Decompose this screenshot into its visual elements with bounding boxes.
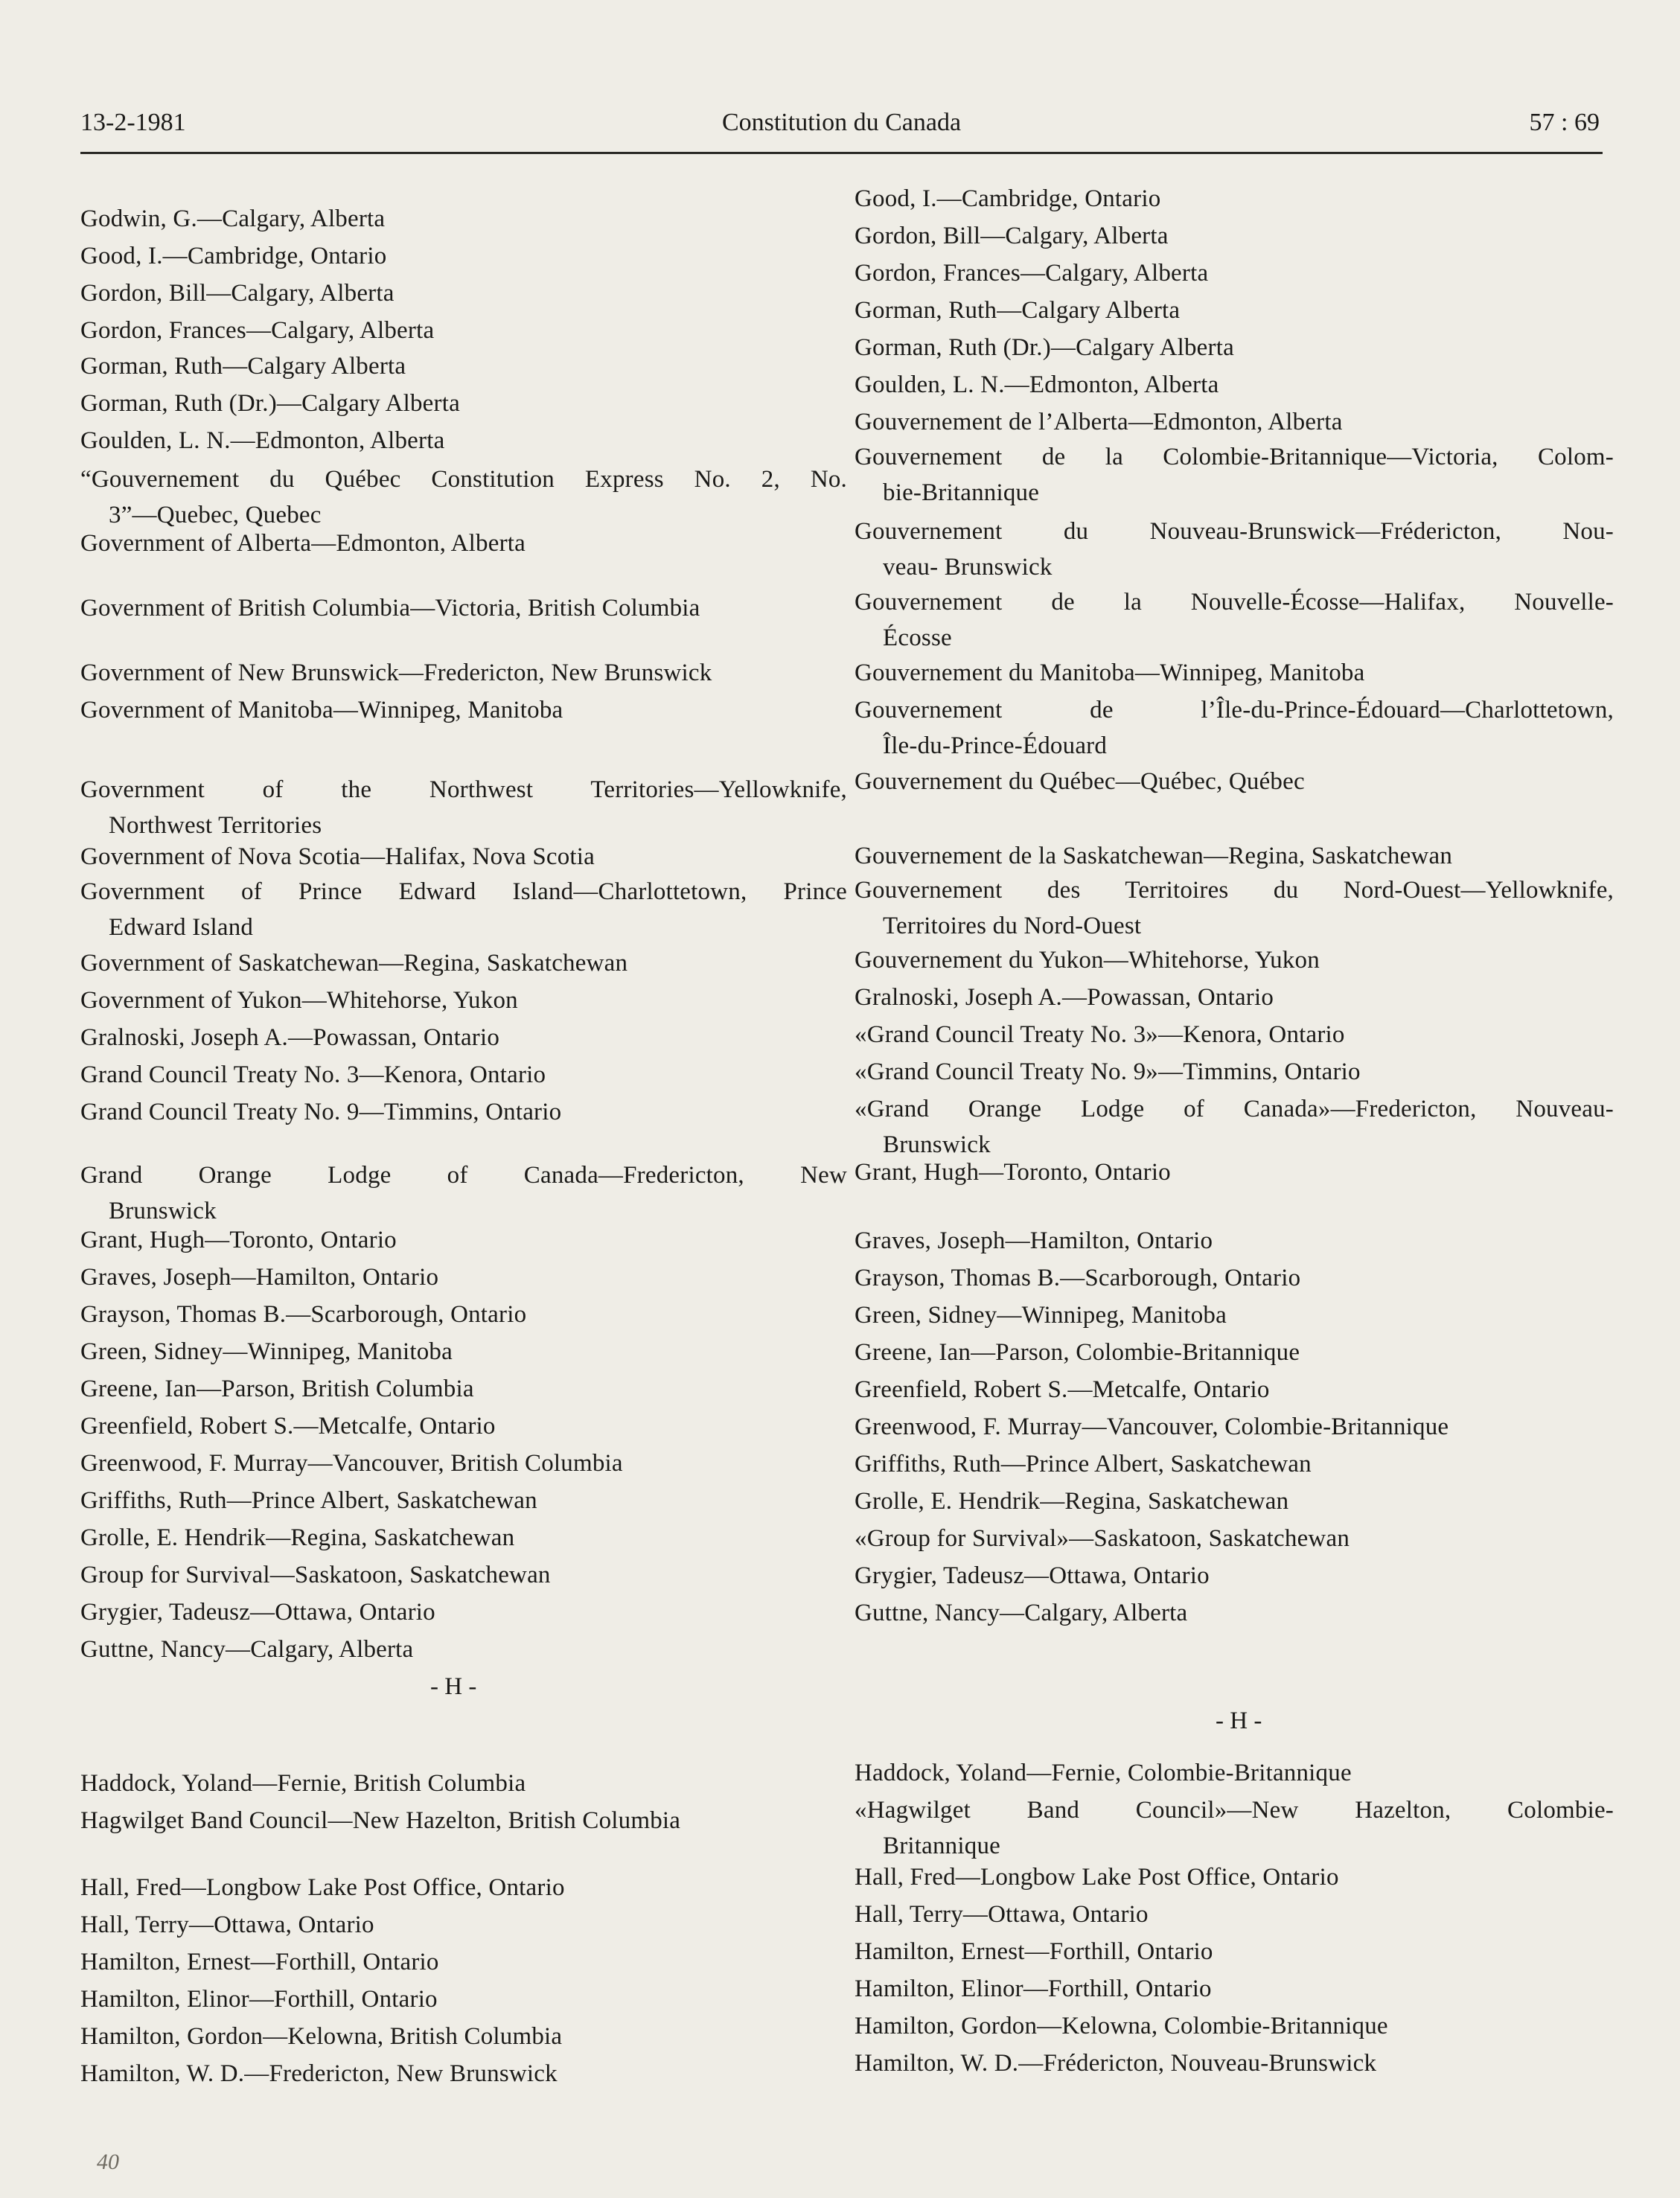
entry-text: Hall, Terry—Ottawa, Ontario — [855, 1901, 1149, 1928]
entry-text: Hamilton, Elinor—Forthill, Ontario — [80, 1986, 438, 2013]
list-item — [80, 1870, 847, 1905]
list-item — [80, 1944, 847, 1980]
entry-text: Hall, Terry—Ottawa, Ontario — [80, 1911, 374, 1938]
section-heading-h: - H - — [430, 1673, 477, 1700]
entry-text: Hamilton, Gordon—Kelowna, Colombie-Britannique — [855, 2013, 1388, 2039]
list-item — [80, 525, 847, 561]
list-item — [855, 584, 1614, 656]
list-item — [80, 772, 847, 843]
list-item — [80, 655, 847, 691]
entry-text: Government of Manitoba—Winnipeg, Manitoba — [80, 697, 563, 723]
entry-continuation: Northwest Territories — [109, 812, 322, 839]
list-item — [855, 655, 1614, 691]
header-title: Constitution du Canada — [721, 109, 962, 136]
list-item — [80, 2056, 847, 2092]
entry-text: Gorman, Ruth—Calgary Alberta — [80, 353, 406, 380]
entry-text: Greene, Ian—Parson, Colombie-Britannique — [855, 1339, 1300, 1366]
list-item — [855, 1297, 1614, 1333]
list-item — [855, 1372, 1614, 1408]
list-item — [855, 1260, 1614, 1296]
list-item — [855, 439, 1614, 511]
entry-text: Hagwilget Band Council—New Hazelton, British Columbia — [80, 1807, 681, 1834]
entry-text: Grayson, Thomas B.—Scarborough, Ontario — [80, 1301, 527, 1328]
entry-text: Gouvernement de l’Alberta—Edmonton, Alberta — [855, 409, 1343, 435]
list-item — [80, 1632, 847, 1667]
list-item — [80, 275, 847, 311]
entry-text: Government of British Columbia—Victoria, British Columbia — [80, 595, 700, 622]
entry-text: Grand Council Treaty No. 9—Timmins, Ontario — [80, 1099, 562, 1125]
list-item — [855, 838, 1614, 874]
entry-text: Gouvernement du Yukon—Whitehorse, Yukon — [855, 947, 1320, 974]
list-item — [80, 1445, 847, 1481]
entry-text: Hamilton, W. D.—Fredericton, New Brunswick — [80, 2060, 558, 2087]
list-item — [80, 839, 847, 875]
entry-text: Gouvernement de la Colombie-Britannique—Victoria, Colom- — [855, 444, 1614, 470]
entry-text: Griffiths, Ruth—Prince Albert, Saskatchewan — [855, 1451, 1312, 1477]
list-item — [855, 1792, 1614, 1864]
entry-text: «Grand Orange Lodge of Canada»—Fredericton, Nouveau- — [855, 1096, 1614, 1122]
entry-text: Hamilton, Gordon—Kelowna, British Columbia — [80, 2023, 563, 2050]
list-item — [855, 692, 1614, 764]
entry-text: Grygier, Tadeusz—Ottawa, Ontario — [855, 1562, 1210, 1589]
list-item — [80, 1907, 847, 1943]
entry-text: Good, I.—Cambridge, Ontario — [80, 243, 387, 269]
list-item — [855, 218, 1614, 254]
list-item — [855, 1409, 1614, 1445]
list-item — [855, 1897, 1614, 1932]
entry-text: Hall, Fred—Longbow Lake Post Office, Ontario — [80, 1874, 565, 1901]
entry-continuation: 3”—Quebec, Quebec — [109, 502, 322, 528]
entry-text: Grolle, E. Hendrik—Regina, Saskatchewan — [80, 1524, 515, 1551]
list-item — [80, 983, 847, 1018]
list-item — [855, 1521, 1614, 1556]
entry-text: “Gouvernement du Québec Constitution Express No. 2, No. — [80, 466, 847, 493]
list-item — [80, 692, 847, 728]
entry-text: Good, I.—Cambridge, Ontario — [855, 185, 1161, 212]
list-item — [855, 1595, 1614, 1631]
entry-text: «Group for Survival»—Saskatoon, Saskatchewan — [855, 1525, 1350, 1552]
list-item — [80, 313, 847, 348]
entry-text: Hamilton, Ernest—Forthill, Ontario — [80, 1949, 439, 1975]
entry-text: Guttne, Nancy—Calgary, Alberta — [855, 1600, 1188, 1626]
entry-text: Graves, Joseph—Hamilton, Ontario — [855, 1227, 1213, 1254]
list-item — [80, 238, 847, 274]
entry-continuation: Écosse — [883, 624, 952, 651]
entry-text: Goulden, L. N.—Edmonton, Alberta — [855, 371, 1219, 398]
list-item — [855, 1017, 1614, 1052]
entry-text: Gordon, Bill—Calgary, Alberta — [80, 280, 395, 307]
list-item — [855, 367, 1614, 403]
list-item — [855, 330, 1614, 365]
list-item — [80, 1594, 847, 1630]
list-item — [80, 1222, 847, 1258]
entry-text: Green, Sidney—Winnipeg, Manitoba — [80, 1338, 453, 1365]
list-item — [80, 1057, 847, 1093]
entry-text: Hamilton, Elinor—Forthill, Ontario — [855, 1975, 1212, 2002]
list-item — [855, 942, 1614, 978]
entry-text: Government of Alberta—Edmonton, Alberta — [80, 530, 526, 557]
entry-text: Griffiths, Ruth—Prince Albert, Saskatchewan — [80, 1487, 537, 1514]
entry-text: Government of Yukon—Whitehorse, Yukon — [80, 987, 518, 1014]
entry-text: «Grand Council Treaty No. 3»—Kenora, Ontario — [855, 1021, 1345, 1048]
entry-text: Gorman, Ruth (Dr.)—Calgary Alberta — [80, 390, 460, 417]
entry-text: Graves, Joseph—Hamilton, Ontario — [80, 1264, 439, 1291]
entry-text: Godwin, G.—Calgary, Alberta — [80, 205, 386, 232]
list-item — [80, 461, 847, 533]
list-item — [855, 1091, 1614, 1163]
list-item — [80, 1094, 847, 1130]
list-item — [80, 1297, 847, 1332]
entry-text: Gouvernement du Manitoba—Winnipeg, Manitoba — [855, 659, 1365, 686]
list-item — [80, 1371, 847, 1407]
entry-text: Gorman, Ruth—Calgary Alberta — [855, 297, 1181, 324]
entry-text: Gouvernement de la Nouvelle-Écosse—Halifax, Nouvelle- — [855, 589, 1614, 616]
entry-text: Green, Sidney—Winnipeg, Manitoba — [855, 1302, 1227, 1329]
list-item — [80, 945, 847, 981]
list-item — [855, 1971, 1614, 2007]
entry-text: Haddock, Yoland—Fernie, Colombie-Britannique — [855, 1760, 1352, 1786]
entry-text: Government of Nova Scotia—Halifax, Nova Scotia — [80, 843, 595, 870]
list-item — [80, 1020, 847, 1055]
list-item — [80, 1803, 847, 1838]
entry-text: Hall, Fred—Longbow Lake Post Office, Ontario — [855, 1864, 1339, 1891]
entry-text: Grant, Hugh—Toronto, Ontario — [80, 1227, 397, 1253]
list-item — [80, 1557, 847, 1593]
entry-continuation: Edward Island — [109, 914, 254, 941]
list-item — [855, 872, 1614, 944]
list-item — [80, 590, 847, 626]
list-item — [80, 1981, 847, 2017]
entry-text: Gouvernement de la Saskatchewan—Regina, Saskatchewan — [855, 843, 1453, 869]
entry-text: Gordon, Frances—Calgary, Alberta — [855, 260, 1209, 287]
list-item — [855, 1446, 1614, 1482]
entry-text: Grand Council Treaty No. 3—Kenora, Ontario — [80, 1061, 546, 1088]
list-item — [855, 514, 1614, 585]
entry-text: Haddock, Yoland—Fernie, British Columbia — [80, 1770, 526, 1797]
entry-text: Gouvernement du Nouveau-Brunswick—Frédericton, Nou- — [855, 518, 1614, 545]
header-date: 13-2-1981 — [80, 109, 186, 136]
list-item — [80, 1520, 847, 1556]
entry-text: Gouvernement des Territoires du Nord-Ouest—Yellowknife, — [855, 877, 1614, 904]
list-item — [80, 386, 847, 421]
list-item — [80, 1408, 847, 1444]
entry-continuation: Territoires du Nord-Ouest — [883, 913, 1142, 939]
entry-text: Greenwood, F. Murray—Vancouver, Colombie-Britannique — [855, 1413, 1449, 1440]
entry-text: Government of Prince Edward Island—Charlottetown, Prince — [80, 878, 847, 905]
entry-text: Guttne, Nancy—Calgary, Alberta — [80, 1636, 414, 1663]
handwritten-page-note: 40 — [97, 2150, 119, 2174]
entry-continuation: Île-du-Prince-Édouard — [883, 732, 1108, 759]
entry-continuation: veau- Brunswick — [883, 554, 1053, 581]
list-item — [855, 1934, 1614, 1969]
entry-text: Government of New Brunswick—Fredericton, New Brunswick — [80, 659, 712, 686]
list-item — [855, 1755, 1614, 1791]
list-item — [80, 348, 847, 384]
list-item — [80, 1334, 847, 1370]
list-item — [855, 980, 1614, 1015]
entry-continuation: Brunswick — [109, 1198, 217, 1224]
entry-text: «Hagwilget Band Council»—New Hazelton, Colombie- — [855, 1797, 1614, 1824]
list-item — [855, 1483, 1614, 1519]
entry-continuation: Britannique — [883, 1833, 1000, 1859]
list-item — [80, 874, 847, 945]
list-item — [80, 1157, 847, 1229]
entry-continuation: bie-Britannique — [883, 479, 1040, 506]
entry-text: «Grand Council Treaty No. 9»—Timmins, Ontario — [855, 1058, 1361, 1085]
entry-text: Greenfield, Robert S.—Metcalfe, Ontario — [855, 1376, 1270, 1403]
list-item — [855, 404, 1614, 440]
list-item — [855, 2008, 1614, 2044]
section-heading-h: - H - — [1216, 1707, 1262, 1734]
list-item — [855, 1335, 1614, 1370]
entry-text: Gouvernement du Québec—Québec, Québec — [855, 768, 1305, 795]
list-item — [855, 764, 1614, 799]
list-item — [855, 181, 1614, 217]
header-page-number: 57 : 69 — [1529, 109, 1600, 136]
list-item — [855, 293, 1614, 328]
entry-text: Grand Orange Lodge of Canada—Fredericton, New — [80, 1162, 847, 1189]
entry-text: Greenfield, Robert S.—Metcalfe, Ontario — [80, 1413, 496, 1440]
list-item — [80, 201, 847, 237]
entry-text: Gouvernement de l’Île-du-Prince-Édouard—Charlottetown, — [855, 697, 1614, 723]
entry-text: Grolle, E. Hendrik—Regina, Saskatchewan — [855, 1488, 1289, 1515]
entry-text: Group for Survival—Saskatoon, Saskatchewan — [80, 1562, 551, 1588]
list-item — [855, 1223, 1614, 1259]
entry-text: Grayson, Thomas B.—Scarborough, Ontario — [855, 1265, 1301, 1291]
list-item — [80, 1259, 847, 1295]
entry-text: Hamilton, Ernest—Forthill, Ontario — [855, 1938, 1213, 1965]
entry-text: Goulden, L. N.—Edmonton, Alberta — [80, 427, 445, 454]
entry-text: Gralnoski, Joseph A.—Powassan, Ontario — [80, 1024, 500, 1051]
list-item — [80, 423, 847, 459]
list-item — [855, 1054, 1614, 1090]
list-item — [80, 2019, 847, 2054]
list-item — [80, 1766, 847, 1801]
entry-text: Gorman, Ruth (Dr.)—Calgary Alberta — [855, 334, 1234, 361]
entry-continuation: Brunswick — [883, 1131, 991, 1158]
entry-text: Government of the Northwest Territories—Yellowknife, — [80, 776, 847, 803]
list-item — [855, 1859, 1614, 1895]
list-item — [855, 1154, 1614, 1190]
entry-text: Gordon, Frances—Calgary, Alberta — [80, 317, 435, 344]
entry-text: Grant, Hugh—Toronto, Ontario — [855, 1159, 1171, 1186]
entry-text: Gralnoski, Joseph A.—Powassan, Ontario — [855, 984, 1274, 1011]
entry-text: Grygier, Tadeusz—Ottawa, Ontario — [80, 1599, 435, 1626]
list-item — [80, 1483, 847, 1518]
entry-text: Government of Saskatchewan—Regina, Saskatchewan — [80, 950, 628, 977]
entry-text: Hamilton, W. D.—Frédericton, Nouveau-Brunswick — [855, 2050, 1377, 2077]
list-item — [855, 255, 1614, 291]
list-item — [855, 1558, 1614, 1594]
list-item — [855, 2045, 1614, 2081]
page-header — [80, 104, 1603, 154]
entry-text: Gordon, Bill—Calgary, Alberta — [855, 223, 1169, 249]
entry-text: Greenwood, F. Murray—Vancouver, British Columbia — [80, 1450, 623, 1477]
entry-text: Greene, Ian—Parson, British Columbia — [80, 1376, 474, 1402]
